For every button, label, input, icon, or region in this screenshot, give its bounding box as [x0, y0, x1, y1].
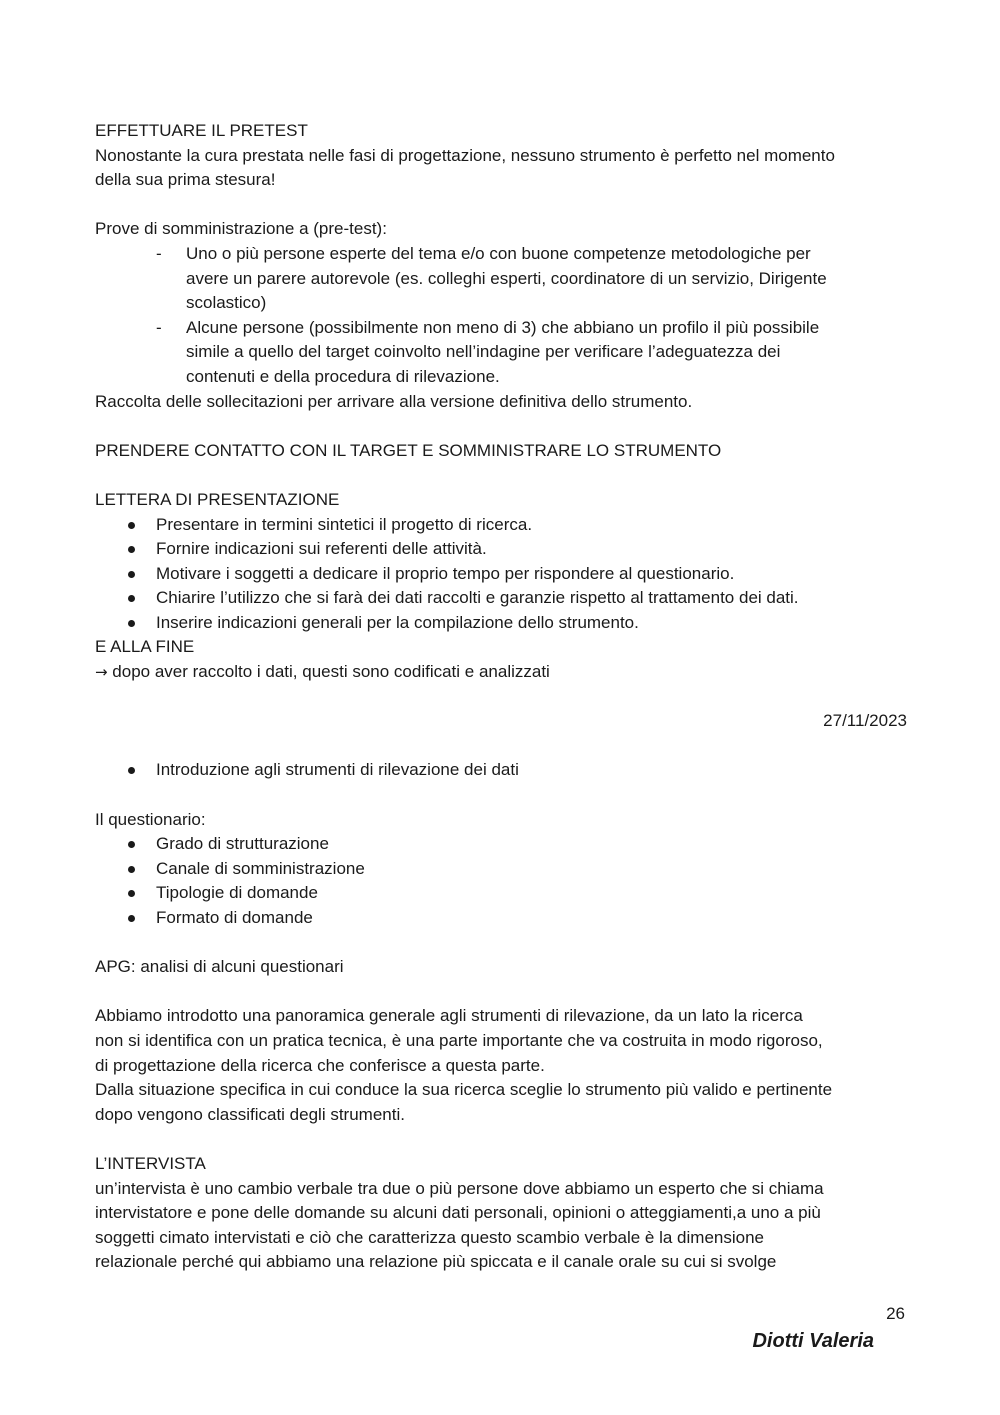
author-name: Diotti Valeria: [752, 1330, 874, 1352]
list-item: [95, 906, 907, 931]
bullet-icon: [128, 595, 135, 602]
list-item-text: Presentare in termini sintetici il progetto di ricerca.: [156, 514, 533, 534]
bullet-icon: [128, 620, 135, 627]
list-item-text: Canale di somministrazione: [156, 858, 365, 878]
prove-title: Prove di somministrazione a (pre-test):: [95, 219, 387, 239]
bullet-icon: [128, 890, 135, 897]
list-item-text: Introduzione agli strumenti di rilevazione dei dati: [156, 760, 519, 780]
bullet-icon: [128, 915, 135, 922]
section-heading-lettera: LETTERA DI PRESENTAZIONE: [95, 489, 340, 509]
entry-date: 27/11/2023: [823, 711, 907, 731]
list-item-text: Motivare i soggetti a dedicare il proprio tempo per rispondere al questionario.: [156, 563, 735, 583]
final-heading: E ALLA FINE: [95, 637, 195, 657]
list-item-text: Formato di domande: [156, 908, 313, 927]
paragraph-line: non si identifica con un pratica tecnica, è una parte importante che va costruita in modo rigoroso,: [95, 1030, 823, 1050]
dash-list-item: [95, 316, 907, 390]
paragraph-line: intervistatore e pone delle domande su alcuni dati personali, opinioni o atteggiamenti,a uno a più: [95, 1203, 821, 1223]
arrow-line-text: dopo aver raccolto i dati, questi sono codificati e analizzati: [107, 662, 550, 682]
list-item-text: Inserire indicazioni generali per la compilazione dello strumento.: [156, 612, 639, 632]
questionario-title: Il questionario:: [95, 809, 206, 829]
lettera-bullet-list: [95, 513, 907, 636]
bullet-icon: [128, 571, 135, 578]
intro-bullet-list: [95, 758, 907, 783]
list-item: [95, 513, 907, 538]
bullet-icon: [128, 841, 135, 848]
dash-marker: -: [156, 243, 162, 263]
list-item: [95, 611, 907, 636]
pretest-closing: Raccolta delle sollecitazioni per arrivare alla versione definitiva dello strumento.: [95, 391, 693, 411]
list-item-text: Tipologie di domande: [156, 883, 318, 903]
paragraph-line: relazionale perché qui abbiamo una relazione più spiccata e il canale orale su cui si svolge: [95, 1252, 777, 1272]
dash-item-line: simile a quello del target coinvolto nell’indagine per verificare l’adeguatezza dei: [186, 342, 781, 362]
list-item-text: Fornire indicazioni sui referenti delle attività.: [156, 539, 487, 559]
list-item: [95, 758, 907, 783]
paragraph-line: un’intervista è uno cambio verbale tra due o più persone dove abbiamo un esperto che si chiama: [95, 1178, 824, 1198]
document-page: [95, 119, 907, 1275]
dash-item-line: Uno o più persone esperte del tema e/o con buone competenze metodologiche per: [186, 243, 811, 263]
dash-item-line: contenuti e della procedura di rilevazione.: [186, 366, 500, 386]
paragraph-line: dopo vengono classificati degli strumenti.: [95, 1104, 405, 1124]
right-arrow-icon: →: [95, 663, 108, 682]
paragraph-line: soggetti cimato intervistati e ciò che caratterizza questo scambio verbale è la dimensione: [95, 1227, 765, 1247]
apg-line: APG: analisi di alcuni questionari: [95, 957, 344, 977]
questionario-bullet-list: [95, 832, 907, 930]
dash-item-line: scolastico): [186, 293, 267, 313]
list-item-text: Grado di strutturazione: [156, 834, 329, 854]
section-heading-intervista: L’INTERVISTA: [95, 1153, 206, 1173]
paragraph-line: Dalla situazione specifica in cui conduce la sua ricerca sceglie lo strumento più valido e pertinente: [95, 1080, 833, 1100]
dash-marker: -: [156, 317, 162, 337]
bullet-icon: [128, 522, 135, 529]
list-item-text: Chiarire l’utilizzo che si farà dei dati raccolti e garanzie rispetto al trattamento dei dati.: [156, 588, 799, 608]
paragraph-line: Abbiamo introdotto una panoramica generale agli strumenti di rilevazione, da un lato la ricerca: [95, 1006, 803, 1026]
page-number: 26: [886, 1304, 905, 1323]
dash-item-line: avere un parere autorevole (es. colleghi esperti, coordinatore di un servizio, Dirigente: [186, 268, 827, 288]
pretest-dash-list: [95, 242, 907, 390]
bullet-icon: [128, 767, 135, 774]
bullet-icon: [128, 546, 135, 553]
list-item: [95, 537, 907, 562]
bullet-icon: [128, 866, 135, 873]
list-item: [95, 881, 907, 906]
list-item: [95, 586, 907, 611]
dash-list-item: [95, 242, 907, 316]
pretest-intro-line-1: Nonostante la cura prestata nelle fasi di progettazione, nessuno strumento è perfetto nel momento: [95, 145, 835, 165]
dash-item-line: Alcune persone (possibilmente non meno di 3) che abbiano un profilo il più possibile: [186, 317, 820, 337]
section-heading-pretest: EFFETTUARE IL PRETEST: [95, 121, 308, 140]
list-item: [95, 832, 907, 857]
list-item: [95, 857, 907, 882]
pretest-intro-line-2: della sua prima stesura!: [95, 170, 276, 190]
arrow-line: [95, 660, 907, 685]
section-heading-contatto: PRENDERE CONTATTO CON IL TARGET E SOMMINISTRARE LO STRUMENTO: [95, 440, 722, 460]
paragraph-line: di progettazione della ricerca che conferisce a questa parte.: [95, 1055, 545, 1075]
list-item: [95, 562, 907, 587]
